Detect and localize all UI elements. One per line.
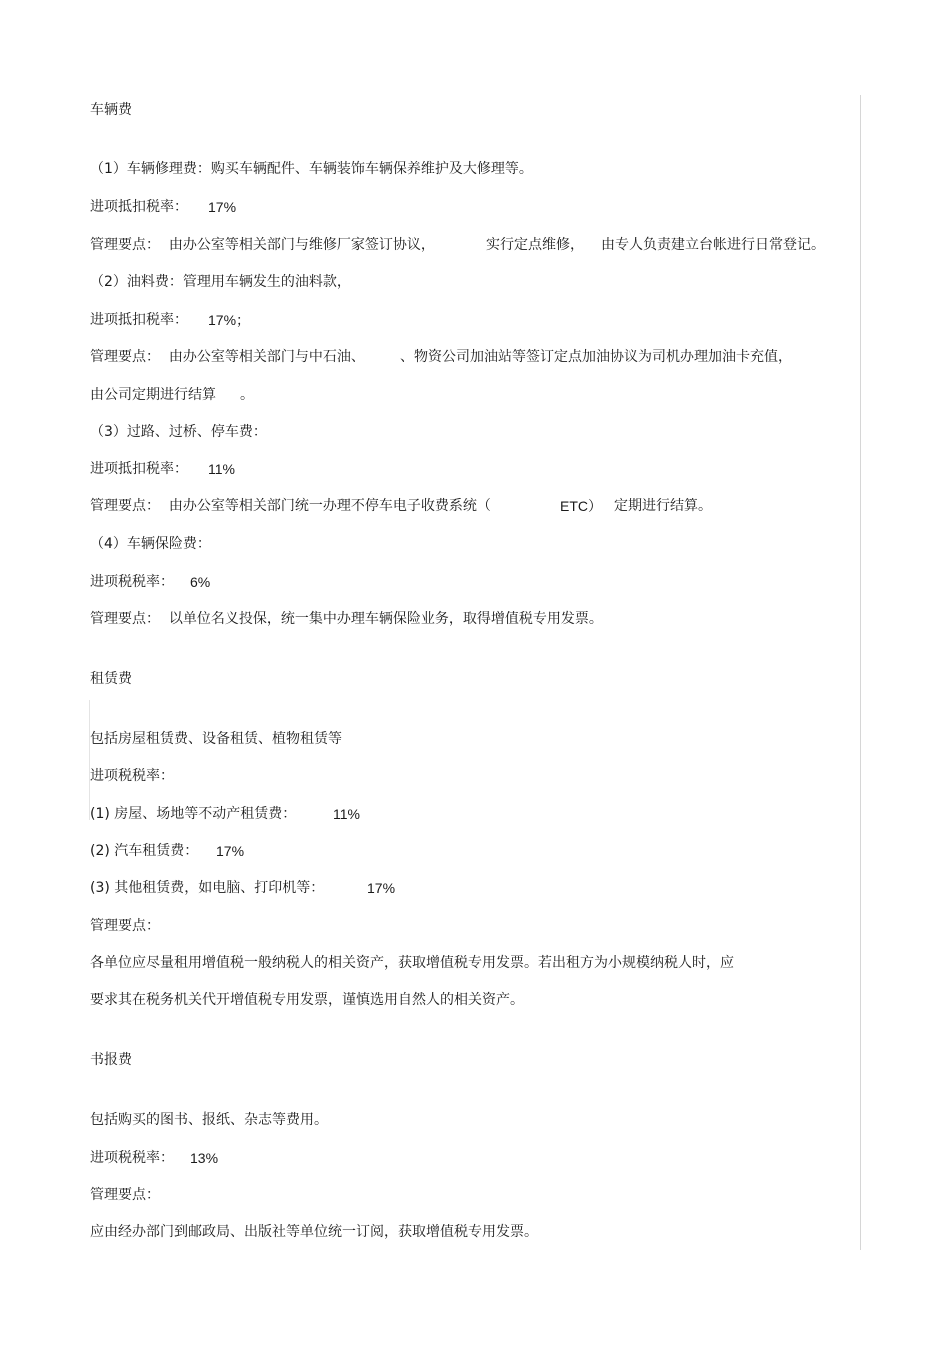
page-border-left — [89, 700, 90, 820]
books-mgmt-label: 管理要点： — [90, 1187, 160, 1203]
vehicle-item2-title: （2）油料费：管理用车辆发生的油料款， — [90, 274, 351, 290]
rental-rate-label: 进项税税率： — [90, 768, 174, 784]
books-rate: 进项税税率： 13% — [90, 1150, 219, 1166]
rental-intro: 包括房屋租赁费、设备租赁、植物租赁等 — [90, 731, 342, 747]
books-intro: 包括购买的图书、报纸、杂志等费用。 — [90, 1112, 328, 1128]
rental-mgmt-line-1: 各单位应尽量租用增值税一般纳税人的相关资产，获取增值税专用发票。若出租方为小规模纳税人时，应 — [90, 955, 734, 971]
section-heading-vehicle: 车辆费 — [90, 102, 132, 118]
section-heading-books: 书报费 — [90, 1052, 132, 1068]
vehicle-item1-mgmt: 管理要点： 由办公室等相关部门与维修厂家签订协议， 实行定点维修， 由专人负责建立台帐进行日常登记。 — [90, 237, 825, 253]
vehicle-item2-mgmt: 管理要点： 由办公室等相关部门与中石油、 、物资公司加油站等签订定点加油协议为司机办理加油卡充值， — [90, 349, 792, 365]
rental-mgmt-label: 管理要点： — [90, 918, 160, 934]
books-mgmt-line-1: 应由经办部门到邮政局、出版社等单位统一订阅，获取增值税专用发票。 — [90, 1224, 538, 1240]
vehicle-item2-mgmt-cont: 由公司定期进行结算 。 — [90, 387, 254, 403]
vehicle-item4-rate: 进项税税率： 6% — [90, 574, 211, 590]
vehicle-item3-title: （3）过路、过桥、停车费： — [90, 424, 267, 440]
rental-rate-2: (2) 汽车租赁费： 17% — [90, 843, 245, 859]
section-heading-rental: 租赁费 — [90, 671, 132, 687]
vehicle-item1-title: （1）车辆修理费：购买车辆配件、车辆装饰车辆保养维护及大修理等。 — [90, 161, 533, 177]
vehicle-item4-title: （4）车辆保险费： — [90, 536, 211, 552]
vehicle-item2-rate: 进项抵扣税率： 17%； — [90, 312, 251, 328]
rental-rate-3: (3) 其他租赁费，如电脑、打印机等： 17% — [90, 880, 396, 896]
vehicle-item3-rate: 进项抵扣税率： 11% — [90, 461, 235, 477]
rental-rate-1: (1) 房屋、场地等不动产租赁费： 11% — [90, 806, 360, 822]
vehicle-item4-mgmt: 管理要点： 以单位名义投保，统一集中办理车辆保险业务，取得增值税专用发票。 — [90, 611, 603, 627]
vehicle-item1-rate: 进项抵扣税率： 17% — [90, 199, 237, 215]
vehicle-item3-mgmt: 管理要点： 由办公室等相关部门统一办理不停车电子收费系统（ ETC） 定期进行结算。 — [90, 498, 712, 514]
page-border-right — [860, 95, 861, 1250]
rental-mgmt-line-2: 要求其在税务机关代开增值税专用发票，谨慎选用自然人的相关资产。 — [90, 992, 524, 1008]
